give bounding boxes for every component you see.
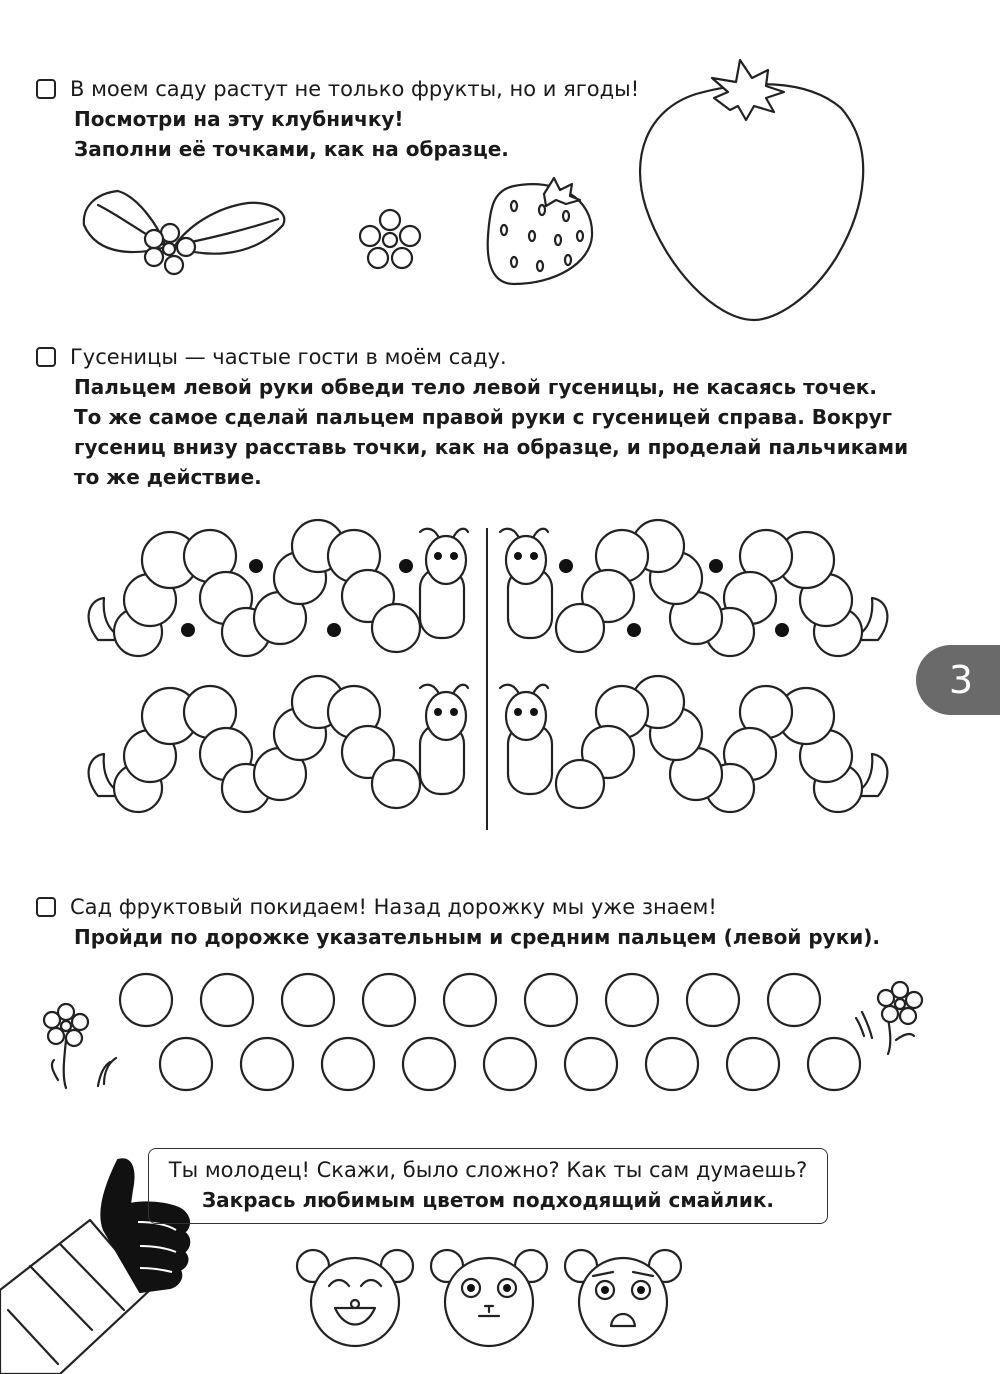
smiley-sad[interactable] xyxy=(565,1250,681,1346)
path-circle-bottom[interactable] xyxy=(322,1038,374,1090)
path-circle-bottom[interactable] xyxy=(160,1038,212,1090)
page-number-tab: 3 xyxy=(916,645,1000,715)
path-circle-bottom[interactable] xyxy=(646,1038,698,1090)
path-circle-top[interactable] xyxy=(444,974,496,1026)
task-instruction: То же самое сделай пальцем правой руки с гусеницей справа. Вокруг xyxy=(74,405,893,429)
flower-right xyxy=(856,982,922,1054)
task-intro: Гусеницы — частые гости в моём саду. xyxy=(70,345,507,369)
path-circle-top[interactable] xyxy=(201,974,253,1026)
task-instruction: Пройди по дорожке указательным и средним пальцем (левой руки). xyxy=(74,925,881,949)
bubble-question: Ты молодец! Скажи, было сложно? Как ты сам думаешь? xyxy=(168,1158,808,1182)
path-circle-top[interactable] xyxy=(282,974,334,1026)
flower-left xyxy=(44,1004,116,1088)
path-circle-bottom[interactable] xyxy=(403,1038,455,1090)
path-circle-top[interactable] xyxy=(768,974,820,1026)
smiley-happy[interactable] xyxy=(297,1250,413,1346)
path-circle-top[interactable] xyxy=(363,974,415,1026)
task-instruction: то же действие. xyxy=(74,465,262,489)
path-circle-top[interactable] xyxy=(606,974,658,1026)
path-circle-bottom[interactable] xyxy=(241,1038,293,1090)
feedback-bubble xyxy=(148,1148,828,1224)
path-circle-top[interactable] xyxy=(120,974,172,1026)
bubble-instruction: Закрась любимым цветом подходящий смайлик. xyxy=(201,1188,775,1212)
smiley-neutral[interactable] xyxy=(431,1250,547,1346)
path-circle-bottom[interactable] xyxy=(808,1038,860,1090)
task-instruction: Посмотри на эту клубничку! xyxy=(74,107,404,131)
task-instruction: Пальцем левой руки обведи тело левой гусеницы, не касаясь точек. xyxy=(74,375,877,399)
task-instruction: гусениц внизу расставь точки, как на образце, и проделай пальчиками xyxy=(74,435,909,459)
task-intro: Сад фруктовый покидаем! Назад дорожку мы уже знаем! xyxy=(70,895,717,919)
path-circle-top[interactable] xyxy=(525,974,577,1026)
path-circle-bottom[interactable] xyxy=(484,1038,536,1090)
path-circle-bottom[interactable] xyxy=(565,1038,617,1090)
path-circle-top[interactable] xyxy=(687,974,739,1026)
task-intro: В моем саду растут не только фрукты, но и ягоды! xyxy=(70,77,640,101)
smiley-row xyxy=(295,1246,695,1350)
task-instruction: Заполни её точками, как на образце. xyxy=(74,137,509,161)
path-circle-bottom[interactable] xyxy=(727,1038,779,1090)
